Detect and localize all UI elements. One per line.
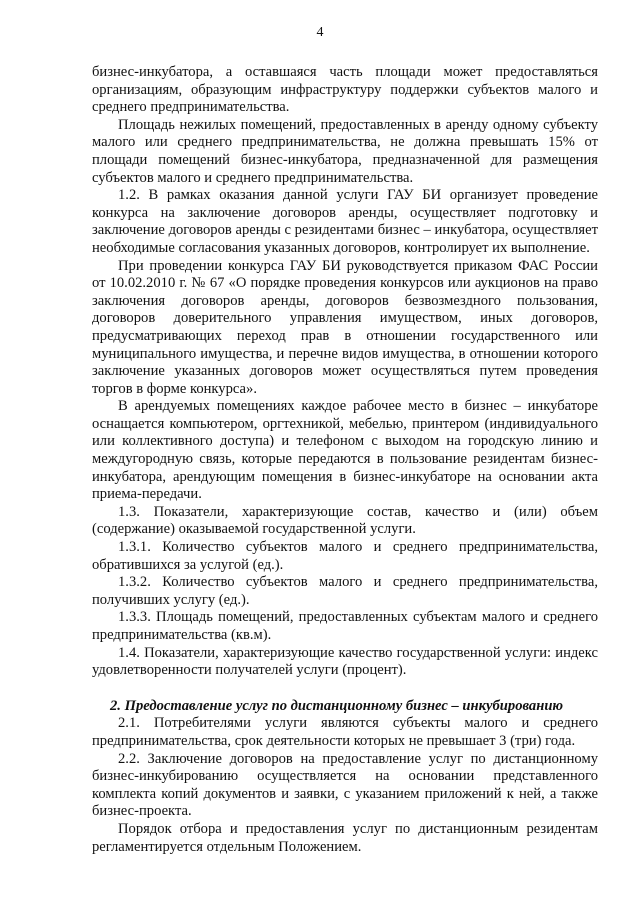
- paragraph-1-4: 1.4. Показатели, характеризующие качество государственной услуги: индекс удовлетворенности получателей услуги (процент).: [92, 644, 598, 679]
- paragraph-1-3: 1.3. Показатели, характеризующие состав, качество и (или) объем (содержание) оказываемой государственной услуги.: [92, 503, 598, 538]
- paragraph-1-3-2: 1.3.2. Количество субъектов малого и среднего предпринимательства, получивших услугу (ед.).: [92, 574, 598, 608]
- paragraph-continuation: бизнес-инкубатора, а оставшаяся часть площади может предоставляться организациям, образующим инфраструктуру поддержки субъектов малого и среднего предпринимательства.: [92, 64, 598, 116]
- paragraph-selection-order: Порядок отбора и предоставления услуг по дистанционным резидентам регламентируется отдельным Положением.: [92, 820, 598, 855]
- paragraph-2-2: 2.2. Заключение договоров на предоставление услуг по дистанционному бизнес-инкубированию осуществляется на основании представленного комплекта копий документов и заявки, с указанием приложений к ней, а также бизнес-проекта.: [92, 750, 598, 820]
- paragraph-1-3-3: 1.3.3. Площадь помещений, предоставленных субъектам малого и среднего предпринимательства (кв.м).: [92, 609, 598, 643]
- document-body: [92, 64, 598, 856]
- paragraph-fas-order: При проведении конкурса ГАУ БИ руководствуется приказом ФАС России от 10.02.2010 г. № 67 «О порядке проведения конкурсов или аукционов на право заключения договоров аренды, договоров безвозмездного пользования, договоров доверительного управления имуществом, иных договоров, предусматривающих переход прав в отношении государственного или муниципального имущества, и перечне видов имущества, в отношении которого заключение указанных договоров может осуществляться путем проведения торгов в форме конкурса».: [92, 257, 598, 397]
- paragraph-2-1: 2.1. Потребителями услуги являются субъекты малого и среднего предпринимательства, срок деятельности которых не превышает 3 (три) года.: [92, 715, 598, 749]
- paragraph-1-3-1: 1.3.1. Количество субъектов малого и среднего предпринимательства, обратившихся за услугой (ед.).: [92, 539, 598, 573]
- section-heading: 2. Предоставление услуг по дистанционному бизнес – инкубированию: [110, 697, 564, 714]
- page-number: 4: [316, 25, 324, 40]
- paragraph-area-limit: Площадь нежилых помещений, предоставленных в аренду одному субъекту малого или среднего предпринимательства, не должна превышать 15% от площади помещений бизнес-инкубатора, предназначенной для размещения субъектов малого и среднего предпринимательства.: [92, 116, 598, 186]
- paragraph-workplace-equipment: В арендуемых помещениях каждое рабочее место в бизнес – инкубаторе оснащается компьютером, оргтехникой, мебелью, принтером (индивидуального или коллективного доступа) и телефоном с выходом на городскую линию и междугородную связь, которые передаются в пользование резидентам бизнес-инкубатора, арендующим помещения в бизнес-инкубаторе на основании акта приема-передачи.: [92, 398, 598, 503]
- paragraph-1-2: 1.2. В рамках оказания данной услуги ГАУ БИ организует проведение конкурса на заключение договоров аренды, осуществляет подготовку и заключение договоров аренды с резидентами бизнес – инкубатора, осуществляет необходимые согласования указанных договоров, контролирует их выполнение.: [92, 187, 598, 256]
